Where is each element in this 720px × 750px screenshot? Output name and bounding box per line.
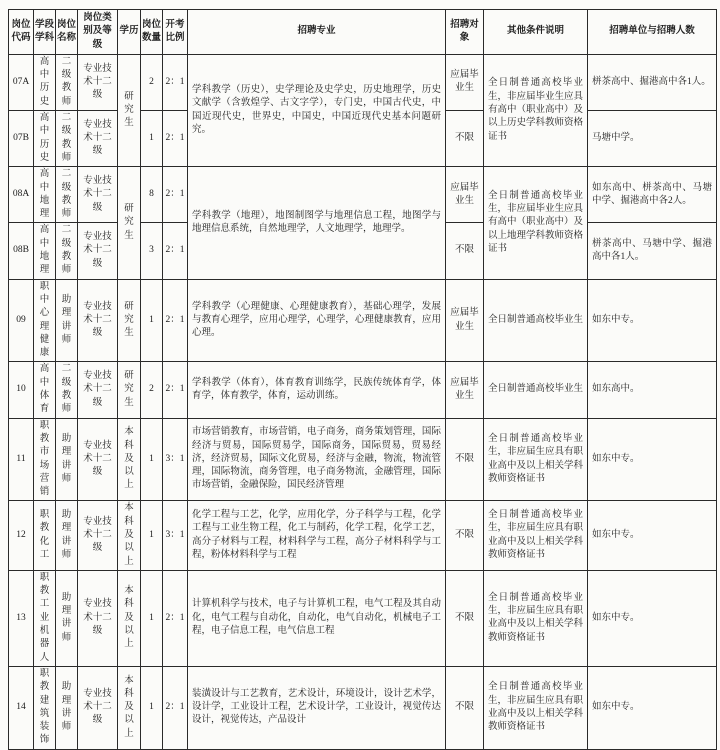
cell-position-name: 助理讲师 (56, 501, 78, 570)
cell-code: 07B (9, 111, 34, 167)
cell-ratio: 2：1 (163, 111, 188, 167)
cell-code: 09 (9, 279, 34, 362)
cell-position-name: 二级教师 (56, 111, 78, 167)
table-row (9, 418, 717, 501)
cell-ratio: 2：1 (163, 570, 188, 666)
cell-subject: 高中历史 (34, 111, 56, 167)
cell-position-name: 二级教师 (56, 54, 78, 110)
cell-units: 如东中专。 (588, 279, 717, 362)
cell-conditions: 全日制普通高校毕业生，非应届生应具有职业高中及以上相关学科教师资格证书 (484, 418, 588, 501)
col-header-subject: 学段学科 (34, 10, 56, 55)
cell-education: 研究生 (118, 279, 141, 362)
cell-ratio: 2：1 (163, 279, 188, 362)
cell-units: 如东中专。 (588, 570, 717, 666)
cell-major: 学科教学（地理），地图制图学与地理信息工程，地图学与地理信息系统，自然地理学，人文地理学，地理学。 (188, 167, 446, 279)
cell-ratio: 2：1 (163, 223, 188, 279)
cell-units: 栟茶高中、马塘中学、掘港高中各1人。 (588, 223, 717, 279)
cell-subject: 职教工业机器人 (34, 570, 56, 666)
cell-count: 2 (141, 362, 163, 418)
recruitment-table (8, 9, 717, 750)
cell-target: 应届毕业生 (446, 167, 484, 223)
cell-subject: 高中地理 (34, 167, 56, 223)
cell-conditions: 全日制普通高校毕业生，非应届生应具有职业高中及以上相关学科教师资格证书 (484, 666, 588, 749)
table-row (9, 362, 717, 418)
cell-category: 专业技术十二级 (78, 418, 118, 501)
cell-count: 1 (141, 279, 163, 362)
col-header-target: 招聘对象 (446, 10, 484, 55)
table-row (9, 54, 717, 110)
cell-code: 08A (9, 167, 34, 223)
cell-position-name: 助理讲师 (56, 279, 78, 362)
cell-count: 1 (141, 666, 163, 749)
cell-category: 专业技术十二级 (78, 666, 118, 749)
cell-category: 专业技术十二级 (78, 279, 118, 362)
cell-category: 专业技术十二级 (78, 362, 118, 418)
cell-count: 8 (141, 167, 163, 223)
cell-major: 市场营销教育，市场营销，电子商务，商务策划管理，国际经济与贸易，国际贸易学，国际商务，国际贸易，贸易经济，经济贸易，国际文化贸易，经济与金融，物流，物流管理，国际物流，商务管理，电子商务物流，金融管理，国际市场营销，金融保险，国民经济管理 (188, 418, 446, 501)
cell-units: 如东高中、栟茶高中、马塘中学、掘港高中各2人。 (588, 167, 717, 223)
cell-count: 3 (141, 223, 163, 279)
cell-category: 专业技术十二级 (78, 167, 118, 223)
cell-major: 学科教学（历史），史学理论及史学史，历史地理学，历史文献学（含敦煌学、古文字学），专门史，中国古代史，中国近现代史，世界史，中国史，中国近现代史基本问题研究。 (188, 54, 446, 166)
cell-target: 不限 (446, 501, 484, 570)
cell-code: 11 (9, 418, 34, 501)
cell-subject: 高中历史 (34, 54, 56, 110)
cell-education: 本科及以上 (118, 501, 141, 570)
cell-position-name: 二级教师 (56, 362, 78, 418)
cell-subject: 职教建筑装饰 (34, 666, 56, 749)
cell-conditions: 全日制普通高校毕业生，非应届生应具有职业高中及以上相关学科教师资格证书 (484, 570, 588, 666)
cell-units: 如东中专。 (588, 418, 717, 501)
cell-target: 不限 (446, 418, 484, 501)
cell-target: 不限 (446, 223, 484, 279)
cell-count: 2 (141, 54, 163, 110)
cell-count: 1 (141, 570, 163, 666)
cell-target: 不限 (446, 666, 484, 749)
cell-major: 学科教学（心理健康、心理健康教育），基础心理学，发展与教育心理学，应用心理学，心理学，心理健康教育，应用心理。 (188, 279, 446, 362)
cell-target: 不限 (446, 111, 484, 167)
col-header-code: 岗位代码 (9, 10, 34, 55)
col-header-major: 招聘专业 (188, 10, 446, 55)
cell-major: 学科教学（体育），体育教育训练学，民族传统体育学，体育学，体育教学，体育，运动训练。 (188, 362, 446, 418)
cell-code: 13 (9, 570, 34, 666)
cell-major: 化学工程与工艺，化学，应用化学，分子科学与工程，化学工程与工业生物工程，化工与制药，化学工程，化学工艺，高分子材料与工程，材料科学与工程，高分子材料科学与工程，粉体材料科学与工程 (188, 501, 446, 570)
cell-education: 本科及以上 (118, 570, 141, 666)
cell-subject: 高中体育 (34, 362, 56, 418)
cell-category: 专业技术十二级 (78, 501, 118, 570)
cell-conditions: 全日制普通高校毕业生 (484, 362, 588, 418)
cell-education: 本科及以上 (118, 418, 141, 501)
cell-education: 研究生 (118, 362, 141, 418)
cell-education: 研究生 (118, 54, 141, 166)
col-header-category: 岗位类别及等级 (78, 10, 118, 55)
cell-category: 专业技术十二级 (78, 111, 118, 167)
cell-units: 马塘中学。 (588, 111, 717, 167)
cell-code: 07A (9, 54, 34, 110)
cell-position-name: 二级教师 (56, 223, 78, 279)
cell-education: 研究生 (118, 167, 141, 279)
cell-units: 如东中专。 (588, 666, 717, 749)
col-header-conditions: 其他条件说明 (484, 10, 588, 55)
cell-code: 12 (9, 501, 34, 570)
col-header-ratio: 开考比例 (163, 10, 188, 55)
cell-target: 不限 (446, 570, 484, 666)
col-header-units: 招聘单位与招聘人数 (588, 10, 717, 55)
cell-target: 应届毕业生 (446, 279, 484, 362)
cell-units: 如东中专。 (588, 501, 717, 570)
table-row (9, 501, 717, 570)
cell-conditions: 全日制普通高校毕业生，非应届生应具有职业高中及以上相关学科教师资格证书 (484, 501, 588, 570)
cell-education: 本科及以上 (118, 666, 141, 749)
cell-category: 专业技术十二级 (78, 54, 118, 110)
cell-subject: 职教化工 (34, 501, 56, 570)
cell-position-name: 助理讲师 (56, 666, 78, 749)
cell-ratio: 2：1 (163, 362, 188, 418)
table-row (9, 666, 717, 749)
cell-target: 应届毕业生 (446, 362, 484, 418)
cell-count: 1 (141, 111, 163, 167)
cell-position-name: 助理讲师 (56, 418, 78, 501)
cell-category: 专业技术十二级 (78, 223, 118, 279)
cell-subject: 高中地理 (34, 223, 56, 279)
cell-count: 1 (141, 501, 163, 570)
cell-major: 装潢设计与工艺教育，艺术设计，环境设计，设计艺术学，设计学，工业设计工程，艺术设计学，工业设计，视觉传达设计，视觉传达，产品设计 (188, 666, 446, 749)
cell-major: 计算机科学与技术，电子与计算机工程，电气工程及其自动化，电气工程与自动化，自动化，电气自动化，机械电子工程，电子信息工程，电气信息工程 (188, 570, 446, 666)
cell-ratio: 3：1 (163, 418, 188, 501)
cell-conditions: 全日制普通高校毕业生，非应届毕业生应具有高中（职业高中）及以上历史学科教师资格证书 (484, 54, 588, 166)
cell-subject: 职教市场营销 (34, 418, 56, 501)
cell-ratio: 2：1 (163, 54, 188, 110)
cell-ratio: 3：1 (163, 501, 188, 570)
cell-conditions: 全日制普通高校毕业生 (484, 279, 588, 362)
cell-position-name: 助理讲师 (56, 570, 78, 666)
table-header-row (9, 10, 717, 55)
table-row (9, 167, 717, 223)
cell-code: 08B (9, 223, 34, 279)
cell-units: 栟茶高中、掘港高中各1人。 (588, 54, 717, 110)
col-header-education: 学历 (118, 10, 141, 55)
col-header-name: 岗位名称 (56, 10, 78, 55)
table-row (9, 570, 717, 666)
cell-conditions: 全日制普通高校毕业生，非应届毕业生应具有高中（职业高中）及以上地理学科教师资格证书 (484, 167, 588, 279)
cell-position-name: 二级教师 (56, 167, 78, 223)
col-header-count: 岗位数量 (141, 10, 163, 55)
table-row (9, 279, 717, 362)
cell-ratio: 2：1 (163, 666, 188, 749)
cell-ratio: 2：1 (163, 167, 188, 223)
cell-code: 10 (9, 362, 34, 418)
cell-subject: 职中心理健康 (34, 279, 56, 362)
cell-target: 应届毕业生 (446, 54, 484, 110)
cell-count: 1 (141, 418, 163, 501)
cell-units: 如东高中。 (588, 362, 717, 418)
cell-code: 14 (9, 666, 34, 749)
cell-category: 专业技术十二级 (78, 570, 118, 666)
